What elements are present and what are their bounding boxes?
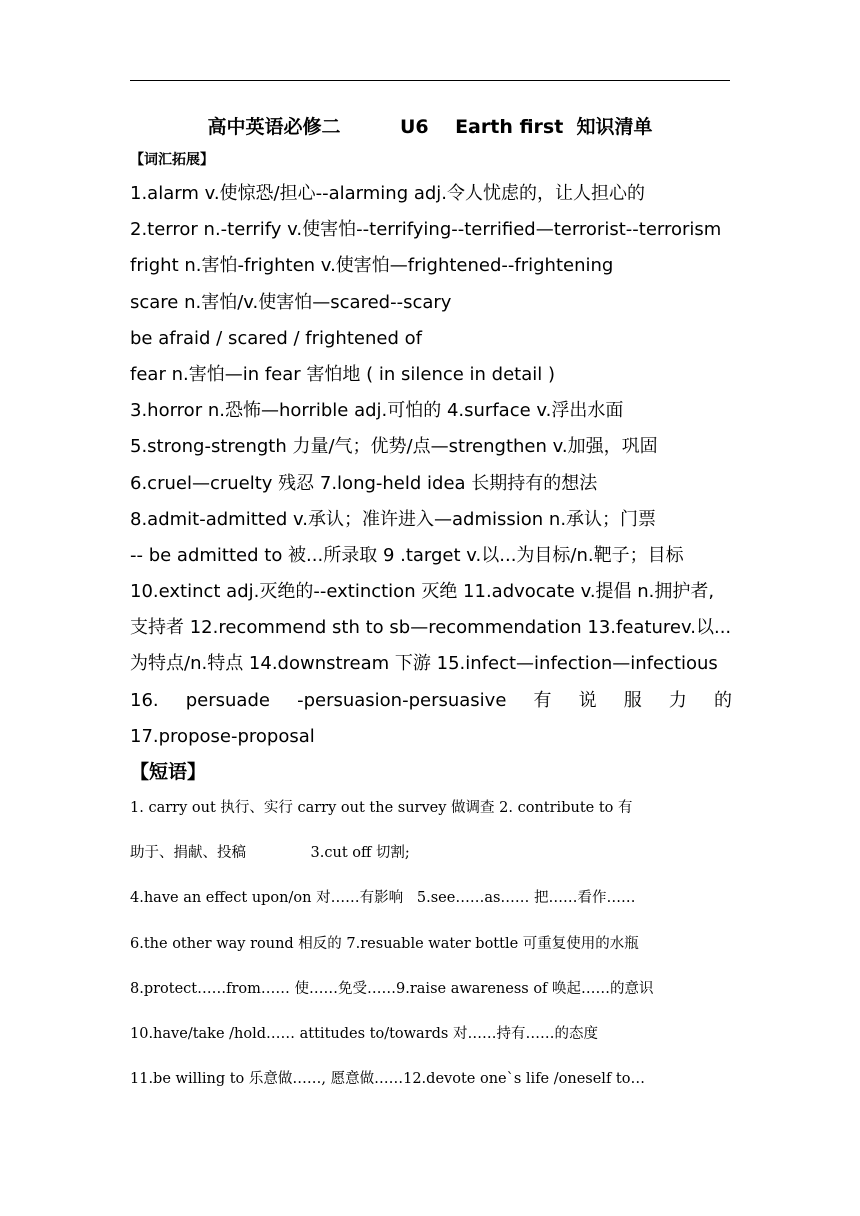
vocab-line: 1.alarm v.使惊恐/担心--alarming adj.令人忧虑的，让人担心的 [130,183,646,204]
phrase-line: 4.have an effect upon/on 对……有影响 5.see……as…… 把……看作…… [130,890,636,907]
vocab-line: 2.terror n.-terrify v.使害怕--terrifying--terrified—terrorist--terrorism [130,219,722,241]
phrase-list [130,786,732,1102]
phrase-section-heading: 【短语】 [130,761,207,783]
vocab-line-justified [130,683,732,719]
vocab-word: 16. [130,689,159,711]
vocab-list [130,176,732,755]
vocab-line: fear n.害怕—in fear 害怕地 ( in silence in detail ) [130,363,556,385]
phrase-line: 11.be willing to 乐意做……, 愿意做……12.devote one`s life /oneself to… [130,1071,645,1088]
vocab-line: 10.extinct adj.灭绝的--extinction 灭绝 11.advocate v.提倡 n.拥护者, [130,581,715,603]
phrase-line: 6.the other way round 相反的 7.resuable water bottle 可重复使用的水瓶 [130,935,639,952]
phrase-line: 8.protect……from…… 使……免受……9.raise awareness of 唤起……的意识 [130,980,654,997]
phrase-line: 1. carry out 执行、实行 carry out the survey 做调查 2. contribute to 有 [130,800,633,816]
vocab-line: 17.propose-proposal [130,725,315,747]
document-title: 高中英语必修二 U6 Earth first 知识清单 [207,116,653,138]
vocab-line: 支持者 12.recommend sth to sb—recommendation 13.featurev.以... [130,617,732,639]
vocab-line: be afraid / scared / frightened of [130,327,422,349]
vocab-line: 8.admit-admitted v.承认；准许进入—admission n.承认；门票 [130,508,657,530]
vocab-word: 服 [623,689,642,711]
vocab-word: 力 [668,689,687,711]
vocab-line: 为特点/n.特点 14.downstream 下游 15.infect—infection—infectious [130,653,718,675]
vocab-section-heading: 【词汇拓展】 [130,152,214,168]
header-rule [130,80,730,81]
vocab-line: scare n.害怕/v.使害怕—scared--scary [130,291,452,313]
vocab-word: 的 [713,689,732,711]
vocab-line: 5.strong-strength 力量/气；优势/点—strengthen v.加强，巩固 [130,436,658,458]
vocab-line: fright n.害怕-frighten v.使害怕—frightened--frightening [130,255,614,277]
phrase-line: 助于、捐献、投稿 3.cut off 切割; [130,845,410,862]
vocab-line: 6.cruel—cruelty 残忍 7.long-held idea 长期持有的想法 [130,472,598,494]
vocab-line: 3.horror n.恐怖—horrible adj.可怕的 4.surface v.浮出水面 [130,400,624,422]
vocab-word: 有 [533,689,552,711]
vocab-word: -persuasion-persuasive [297,689,507,711]
vocab-word: 说 [578,689,597,711]
phrase-line: 10.have/take /hold…… attitudes to/towards 对……持有……的态度 [130,1025,598,1042]
vocab-word: persuade [185,689,270,711]
vocab-line: -- be admitted to 被...所录取 9 .target v.以...为目标/n.靶子；目标 [130,544,684,566]
